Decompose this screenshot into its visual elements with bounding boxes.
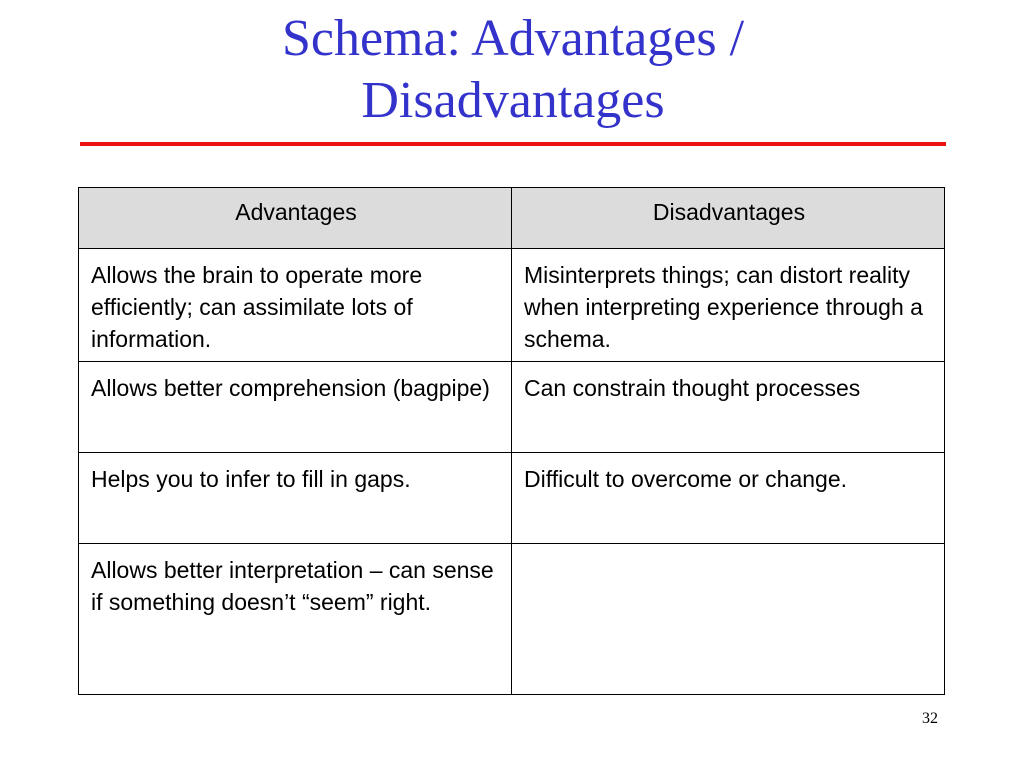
disadvantage-cell — [512, 544, 945, 695]
table-row — [79, 249, 945, 362]
slide-title-line-1: Schema: Advantages / — [281, 10, 745, 67]
advantage-cell: Allows the brain to operate more efficiently; can assimilate lots of information. — [79, 249, 512, 362]
advantage-cell: Allows better comprehension (bagpipe) — [79, 362, 512, 453]
disadvantage-cell: Difficult to overcome or change. — [512, 453, 945, 544]
advantages-disadvantages-table — [78, 187, 945, 695]
disadvantage-cell: Can constrain thought processes — [512, 362, 945, 453]
table-row — [79, 453, 945, 544]
table-row — [79, 362, 945, 453]
slide-title — [80, 8, 946, 132]
page-number: 32 — [922, 710, 938, 727]
header-disadvantages: Disadvantages — [512, 188, 945, 249]
header-advantages: Advantages — [79, 188, 512, 249]
table-header-row — [79, 188, 945, 249]
disadvantage-cell: Misinterprets things; can distort reality when interpreting experience through a schema. — [512, 249, 945, 362]
slide-title-line-2: Disadvantages — [361, 72, 665, 129]
advantage-cell: Helps you to infer to fill in gaps. — [79, 453, 512, 544]
title-underline-rule — [80, 142, 946, 146]
table-row — [79, 544, 945, 695]
advantage-cell: Allows better interpretation – can sense if something doesn’t “seem” right. — [79, 544, 512, 695]
